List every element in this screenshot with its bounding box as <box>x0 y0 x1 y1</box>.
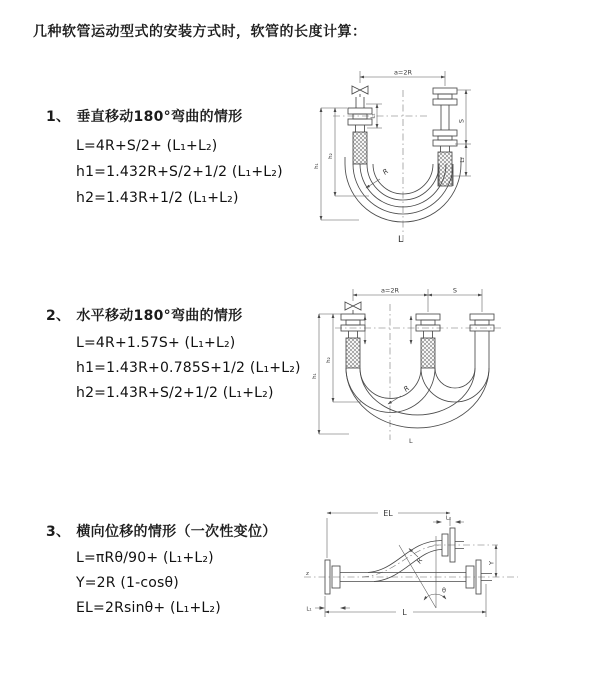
left-pipe-assembly <box>348 97 372 164</box>
middle-pipe-assembly <box>416 314 440 368</box>
dim-label-s: S <box>457 118 466 124</box>
diagram-vertical-180-bend <box>303 64 525 260</box>
section-3-number: 3、 <box>46 524 71 540</box>
section-3-heading <box>46 521 277 541</box>
section-2-title: 水平移动180°弯曲的情形 <box>76 308 243 324</box>
dim-label-l1: L₁ <box>306 606 312 613</box>
dim-label-L: L <box>402 608 407 617</box>
right-pipe-assembly <box>470 314 494 368</box>
dim-label-a2r: a=2R <box>393 68 413 77</box>
section-2-formula-L: L=4R+1.57S+ (L₁+L₂) <box>76 335 236 351</box>
page-title: 几种软管运动型式的安装方式时，软管的长度计算： <box>33 24 367 40</box>
section-1-number: 1、 <box>46 109 71 125</box>
dimension-lines <box>306 509 496 617</box>
dim-label-l2: L₂ <box>459 157 466 163</box>
radius-label: R <box>381 167 391 177</box>
section-2-formula-h1: h1=1.43R+0.785S+1/2 (L₁+L₂) <box>76 360 301 376</box>
dim-label-l1: L₁ <box>370 113 377 119</box>
braid-section-left <box>353 132 367 164</box>
radius-label: R <box>402 384 412 394</box>
diagram-lateral-displacement <box>296 500 558 648</box>
braid-section-middle <box>421 338 435 368</box>
centerlines <box>333 90 429 242</box>
section-3-formula-L: L=πRθ/90+ (L₁+L₂) <box>76 550 214 566</box>
angle-construction <box>399 536 446 608</box>
section-3-formula-Y: Y=2R (1-cosθ) <box>76 575 179 591</box>
valve-icon <box>345 302 361 314</box>
hose-u-arcs <box>346 368 489 428</box>
dim-label-y: Y <box>487 561 496 565</box>
section-3-formula-EL: EL=2Rsinθ+ (L₁+L₂) <box>76 600 221 616</box>
braid-section-left <box>346 338 360 368</box>
section-1-title: 垂直移动180°弯曲的情形 <box>76 109 243 125</box>
section-1-heading <box>46 106 242 126</box>
dim-label-h1: h₁ <box>312 373 319 379</box>
section-2-heading <box>46 305 242 325</box>
dim-label-s: S <box>452 286 458 295</box>
axis-mark-label: z <box>306 571 309 577</box>
section-1-formula-h1: h1=1.432R+S/2+1/2 (L₁+L₂) <box>76 164 283 180</box>
radius-label: R <box>415 556 425 566</box>
dim-label-a2r: a=2R <box>380 286 400 295</box>
section-2-number: 2、 <box>46 308 71 324</box>
section-1-formula-h2: h2=1.43R+1/2 (L₁+L₂) <box>76 190 239 206</box>
valve-icon <box>352 86 368 97</box>
section-1-formula-L: L=4R+S/2+ (L₁+L₂) <box>76 138 218 154</box>
dim-label-L: L <box>409 437 413 445</box>
dim-label-h2: h₂ <box>328 153 335 159</box>
dim-label-L: L <box>398 235 404 245</box>
dimension-lines <box>312 287 482 446</box>
theta-label: θ <box>442 586 446 595</box>
section-2-formula-h2: h2=1.43R+S/2+1/2 (L₁+L₂) <box>76 385 274 401</box>
dim-label-l2: L₂ <box>445 515 452 522</box>
dim-label-el: EL <box>383 508 393 518</box>
dim-label-h2: h₂ <box>326 357 333 363</box>
section-3-title: 横向位移的情形（一次性变位） <box>76 524 277 540</box>
dim-label-h1: h₁ <box>314 163 321 169</box>
diagram-horizontal-180-bend <box>303 282 541 458</box>
left-pipe-assembly <box>341 314 365 368</box>
